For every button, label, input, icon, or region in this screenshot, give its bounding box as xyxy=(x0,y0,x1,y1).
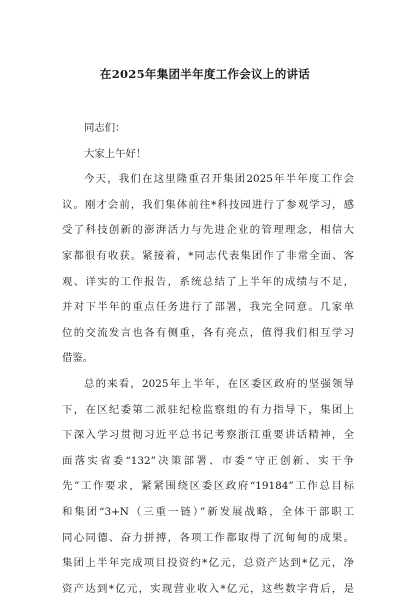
paragraph-line: 受了科技创新的澎湃活力与先进企业的管理理念，相信大 xyxy=(62,224,354,237)
paragraph-line: 面落实省委“132”决策部署、市委“守正创新、实干争 xyxy=(62,454,354,467)
paragraph-line: 观、详实的工作报告，系统总结了上半年的成绩与不足， xyxy=(62,275,354,288)
paragraph-1 xyxy=(62,167,354,372)
paragraph-line: 集团上半年完成项目投资约*亿元，总资产达到*亿元，净 xyxy=(62,557,354,570)
salutation: 同志们： xyxy=(84,122,126,134)
greeting: 大家上午好！ xyxy=(84,147,147,160)
paragraph-line: 同心同德、奋力拼搏，各项工作都取得了沉甸甸的成果。 xyxy=(62,531,354,544)
paragraph-line: 家都很有收获。紧接着，*同志代表集团作了非常全面、客 xyxy=(62,249,354,262)
paragraph-2 xyxy=(62,372,354,602)
paragraph-line: 借鉴。 xyxy=(62,352,94,365)
document-title: 在2025年集团半年度工作会议上的讲话 xyxy=(99,67,311,81)
paragraph-line: 总的来看，2025年上半年，在区委区政府的坚强领导 xyxy=(84,377,354,390)
document-body xyxy=(62,116,354,602)
paragraph-line: 和集团“3+N（三重一链）”新发展战略，全体干部职工 xyxy=(62,505,354,518)
paragraph-line: 议。刚才会前，我们集体前往*科技园进行了参观学习，感 xyxy=(62,198,354,211)
paragraph-line: 下深入学习贯彻习近平总书记考察浙江重要讲话精神，全 xyxy=(62,429,354,442)
paragraph-line: 资产达到*亿元，实现营业收入*亿元，这些数字背后，是 xyxy=(62,582,354,595)
paragraph-line: 位的交流发言也各有侧重，各有亮点，值得我们相互学习 xyxy=(62,326,354,339)
paragraph-line: 下，在区纪委第二派驻纪检监察组的有力指导下，集团上 xyxy=(62,403,354,416)
paragraph-line: 并对下半年的重点任务进行了部署，我完全同意。几家单 xyxy=(62,301,354,314)
paragraph-line: 今天，我们在这里隆重召开集团2025年半年度工作会 xyxy=(84,173,354,186)
paragraph-line: 先”工作要求，紧紧围绕区委区政府“19184”工作总目标 xyxy=(62,480,354,493)
